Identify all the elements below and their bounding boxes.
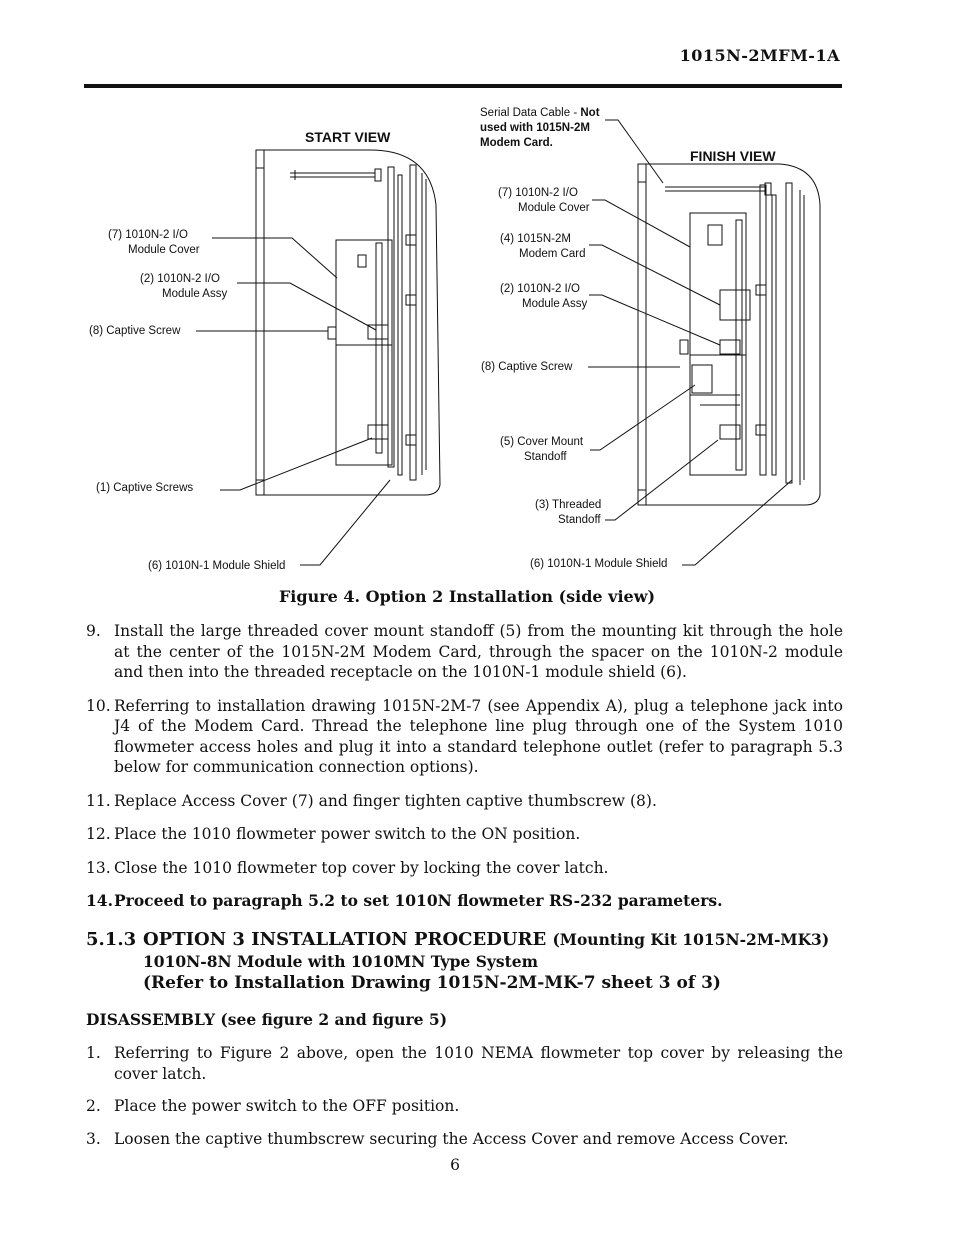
step-number: 13. [86,858,111,877]
start-view-module [328,165,426,480]
finish-label-threaded-1: (3) Threaded [535,499,602,511]
finish-view-module [680,183,804,485]
steps-list-a [86,621,843,912]
section-heading [86,929,846,994]
step-number: 12. [86,825,111,843]
step-text: Install the large threaded cover mount standoff (5) from the mounting kit through the hole at the center of the 1015N-2M Modem Card, through the spacer on the 1010N-2 module and then into the threaded receptacle on the 1010N-1 module shield (6). [114,622,843,681]
step-text: Place the power switch to the OFF position. [114,1097,460,1115]
option2-installation-figure [80,95,860,585]
step-text: Loosen the captive thumbscrew securing the Access Cover and remove Access Cover. [114,1129,789,1148]
disassembly-step-3 [86,1129,843,1150]
page-number: 6 [450,1156,460,1174]
section-number: 5.1.3 [86,929,137,950]
step-number: 10. [86,696,111,715]
finish-label-module-shield: (6) 1010N-1 Module Shield [530,558,668,570]
finish-label-cover-mount-1: (5) Cover Mount [500,436,584,448]
finish-label-modem-2: Modem Card [519,248,586,260]
start-label-io-cover-1: (7) 1010N-2 I/O [108,229,188,241]
finish-label-serial-3: Modem Card. [480,137,553,149]
step-text: Proceed to paragraph 5.2 to set 1010N flowmeter RS-232 parameters. [114,891,723,910]
finish-label-io-cover-1: (7) 1010N-2 I/O [498,187,578,199]
finish-view-enclosure [638,164,820,505]
steps-list-b [86,1043,843,1149]
step-text: Replace Access Cover (7) and finger tighten captive thumbscrew (8). [114,791,657,810]
finish-label-modem-1: (4) 1015N-2M [500,233,571,245]
step-number: 11. [86,791,111,810]
start-label-io-assy-2: Module Assy [162,288,228,300]
step-number: 2. [86,1097,101,1115]
section-title-paren: (Mounting Kit 1015N-2M-MK3) [552,930,830,949]
step-text: Place the 1010 flowmeter power switch to the ON position. [114,825,581,843]
finish-label-captive-screw: (8) Captive Screw [481,361,573,373]
section-title: OPTION 3 INSTALLATION PROCEDURE [143,929,547,950]
step-11 [86,791,843,812]
start-view-enclosure [256,150,440,495]
step-10 [86,696,843,778]
step-number: 1. [86,1044,101,1062]
finish-label-io-assy-2: Module Assy [522,298,588,310]
section-reference: (Refer to Installation Drawing 1015N-2M-MK-7 sheet 3 of 3) [143,973,721,993]
finish-label-cover-mount-2: Standoff [524,451,567,463]
step-number: 3. [86,1129,101,1148]
step-number: 14. [86,891,113,910]
start-label-io-assy-1: (2) 1010N-2 I/O [140,273,220,285]
figure-caption: Figure 4. Option 2 Installation (side view) [278,587,656,606]
step-text: Referring to Figure 2 above, open the 1010 NEMA flowmeter top cover by releasing the cover latch. [114,1044,843,1083]
finish-label-serial-1: Serial Data Cable - Not [480,107,600,119]
step-text: Referring to installation drawing 1015N-2M-7 (see Appendix A), plug a telephone jack into J4 of the Modem Card. Thread the telephone line plug through one of the System 1010 flowmeter access holes and plug it into a standard telephone outlet (refer to paragraph 5.3 below for communication connection options). [114,696,843,776]
start-label-module-shield: (6) 1010N-1 Module Shield [148,560,286,572]
finish-label-serial-2: used with 1015N-2M [480,122,590,134]
finish-label-io-assy-1: (2) 1010N-2 I/O [500,283,580,295]
start-label-captive-screws: (1) Captive Screws [96,482,194,494]
finish-label-io-cover-2: Module Cover [518,202,590,214]
disassembly-step-1 [86,1043,843,1084]
step-text: Close the 1010 flowmeter top cover by locking the cover latch. [114,858,609,877]
step-9 [86,621,843,683]
step-12 [86,824,843,845]
header-rule [84,84,842,88]
finish-label-threaded-2: Standoff [558,514,601,526]
start-label-io-cover-2: Module Cover [128,244,200,256]
step-number: 9. [86,622,101,640]
step-14 [86,891,843,912]
step-13 [86,858,843,879]
disassembly-step-2 [86,1096,843,1117]
disassembly-heading: DISASSEMBLY (see figure 2 and figure 5) [86,1010,448,1029]
start-label-captive-screw: (8) Captive Screw [89,325,181,337]
finish-view-title: FINISH VIEW [690,148,776,164]
section-subtitle: 1010N-8N Module with 1010MN Type System [143,952,539,971]
start-view-title: START VIEW [305,129,391,145]
document-code: 1015N-2MFM-1A [679,46,840,65]
